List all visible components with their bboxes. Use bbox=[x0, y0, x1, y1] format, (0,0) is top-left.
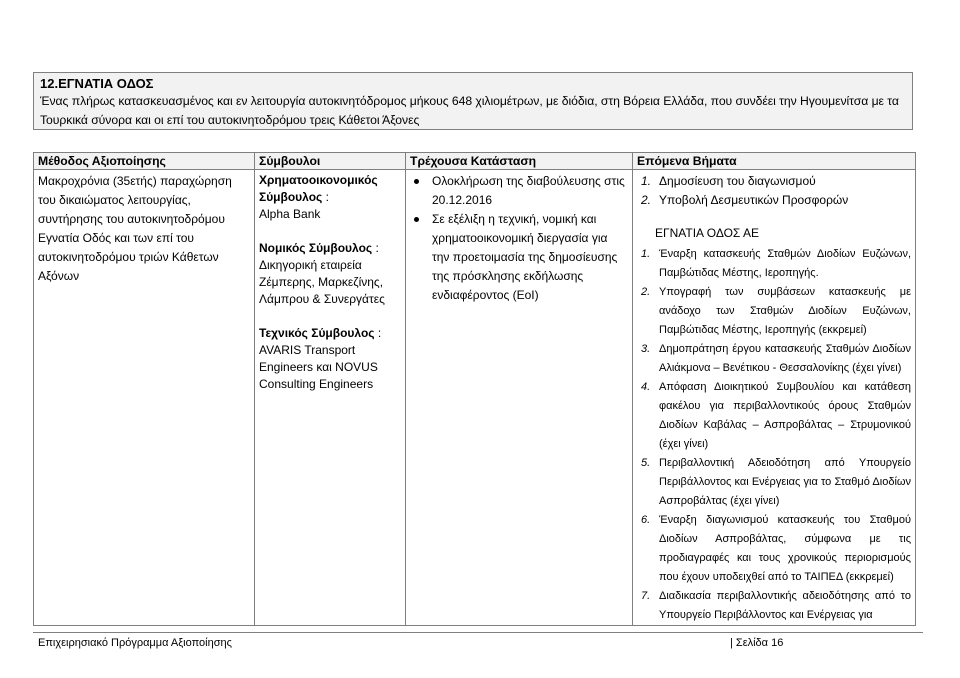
column-header-next-steps: Επόμενα Βήματα bbox=[633, 153, 916, 170]
advisors-cell bbox=[255, 170, 406, 626]
footer-document-title: Επιχειρησιακό Πρόγραμμα Αξιοποίησης bbox=[38, 637, 232, 649]
status-list bbox=[410, 172, 628, 305]
legal-advisor-value: Δικηγορική εταιρεία Ζέμπερης, Μαρκεζίνης, Λάμπρου & Συνεργάτες bbox=[259, 258, 385, 306]
list-item: 4. Απόφαση Διοικητικού Συμβουλίου και κατάθεση φακέλου για περιβαλλοντικούς όρους Σταθμών Διοδίων Καβάλας – Ασπροβάλτας – Στρυμονικού (έχει γίνει) bbox=[641, 381, 911, 450]
legal-advisor-label: Νομικός Σύμβουλος bbox=[259, 241, 373, 255]
section-description: Ένας πλήρως κατασκευασμένος και εν λειτουργία αυτοκινητόδρομος μήκους 648 χιλιομέτρων, με διόδια, στη Βόρεια Ελλάδα, που συνδέει την Ηγουμενίτσα με τα Τουρκικά σύνορα και οι επί του αυτοκινητοδρόμου τρεις Κάθετοι Άξονες bbox=[40, 94, 899, 127]
financial-advisor: Χρηματοοικονομικός Σύμβουλος : bbox=[259, 173, 378, 204]
list-item: 2. Υποβολή Δεσμευτικών Προσφορών bbox=[641, 193, 849, 207]
section-header bbox=[33, 72, 913, 130]
list-item: 5. Περιβαλλοντική Αδειοδότηση από Υπουργείο Περιβάλλοντος και Ενέργειας για το Σταθμό Διοδίων Ασπροβάλτας (έχει γίνει) bbox=[641, 457, 911, 507]
technical-advisor-value: AVARIS Transport Engineers και NOVUS Consulting Engineers bbox=[259, 343, 378, 391]
table-header-row bbox=[34, 153, 916, 170]
financial-advisor-label: Χρηματοοικονομικός Σύμβουλος bbox=[259, 173, 378, 204]
technical-advisor: Τεχνικός Σύμβουλος : bbox=[259, 326, 382, 340]
column-header-status: Τρέχουσα Κατάσταση bbox=[406, 153, 633, 170]
list-item: 3. Δημοπράτηση έργου κατασκευής Σταθμών Διοδίων Αλιάκμονα – Βενέτικου - Θεσσαλονίκης (έχει γίνει) bbox=[641, 343, 911, 374]
asset-table bbox=[33, 152, 916, 626]
technical-advisor-label: Τεχνικός Σύμβουλος bbox=[259, 326, 375, 340]
general-steps-list bbox=[637, 172, 911, 210]
list-item: 7. Διαδικασία περιβαλλοντικής αδειοδότησης από το Υπουργείο Περιβάλλοντος και Ενέργειας για bbox=[641, 590, 911, 621]
legal-advisor: Νομικός Σύμβουλος : bbox=[259, 241, 379, 255]
table-row bbox=[34, 170, 916, 626]
method-cell bbox=[34, 170, 255, 626]
company-steps-list bbox=[637, 245, 911, 625]
company-subtitle: ΕΓΝΑΤΙΑ ΟΔΟΣ ΑΕ bbox=[655, 226, 760, 240]
footer-page-number: | Σελίδα 16 bbox=[730, 637, 784, 649]
list-item: Σε εξέλιξη η τεχνική, νομική και χρηματοοικονομική διεργασία για την προετοιμασία της δημοσίευσης της πρόσκλησης εκδήλωσης ενδιαφέροντος (EoI) bbox=[410, 210, 628, 305]
column-header-method: Μέθοδος Αξιοποίησης bbox=[34, 153, 255, 170]
list-item: 1. Έναρξη κατασκευής Σταθμών Διοδίων Ευζώνων, Παμβώτιδας Μέστης, Ιεροπηγής. bbox=[641, 248, 911, 279]
section-title: 12.ΕΓΝΑΤΙΑ ΟΔΟΣ bbox=[40, 76, 154, 91]
financial-advisor-value: Alpha Bank bbox=[259, 207, 321, 221]
list-item: 1. Δημοσίευση του διαγωνισμού bbox=[641, 174, 816, 188]
list-item: 6. Έναρξη διαγωνισμού κατασκευής του Σταθμού Διοδίων Ασπροβάλτας, σύμφωνα με τις προδιαγραφές και τους χρονικούς περιορισμούς που έχουν υποδειχθεί από το ΤΑΙΠΕΔ (εκκρεμεί) bbox=[641, 514, 911, 583]
list-item: 2. Υπογραφή των συμβάσεων κατασκευής με ανάδοχο των Σταθμών Διοδίων Ευζώνων, Παμβώτιδας Μέστης, Ιεροπηγής (εκκρεμεί) bbox=[641, 286, 911, 336]
status-cell bbox=[406, 170, 633, 626]
next-steps-cell bbox=[633, 170, 916, 626]
footer-divider bbox=[33, 632, 923, 633]
column-header-advisors: Σύμβουλοι bbox=[255, 153, 406, 170]
method-text: Μακροχρόνια (35ετής) παραχώρηση του δικαιώματος λειτουργίας, συντήρησης του αυτοκινητοδρόμου Εγνατία Οδός και των επί του αυτοκινητοδρόμου τριών Κάθετων Αξόνων bbox=[38, 174, 232, 283]
list-item: Ολοκλήρωση της διαβούλευσης στις 20.12.2016 bbox=[410, 172, 628, 210]
